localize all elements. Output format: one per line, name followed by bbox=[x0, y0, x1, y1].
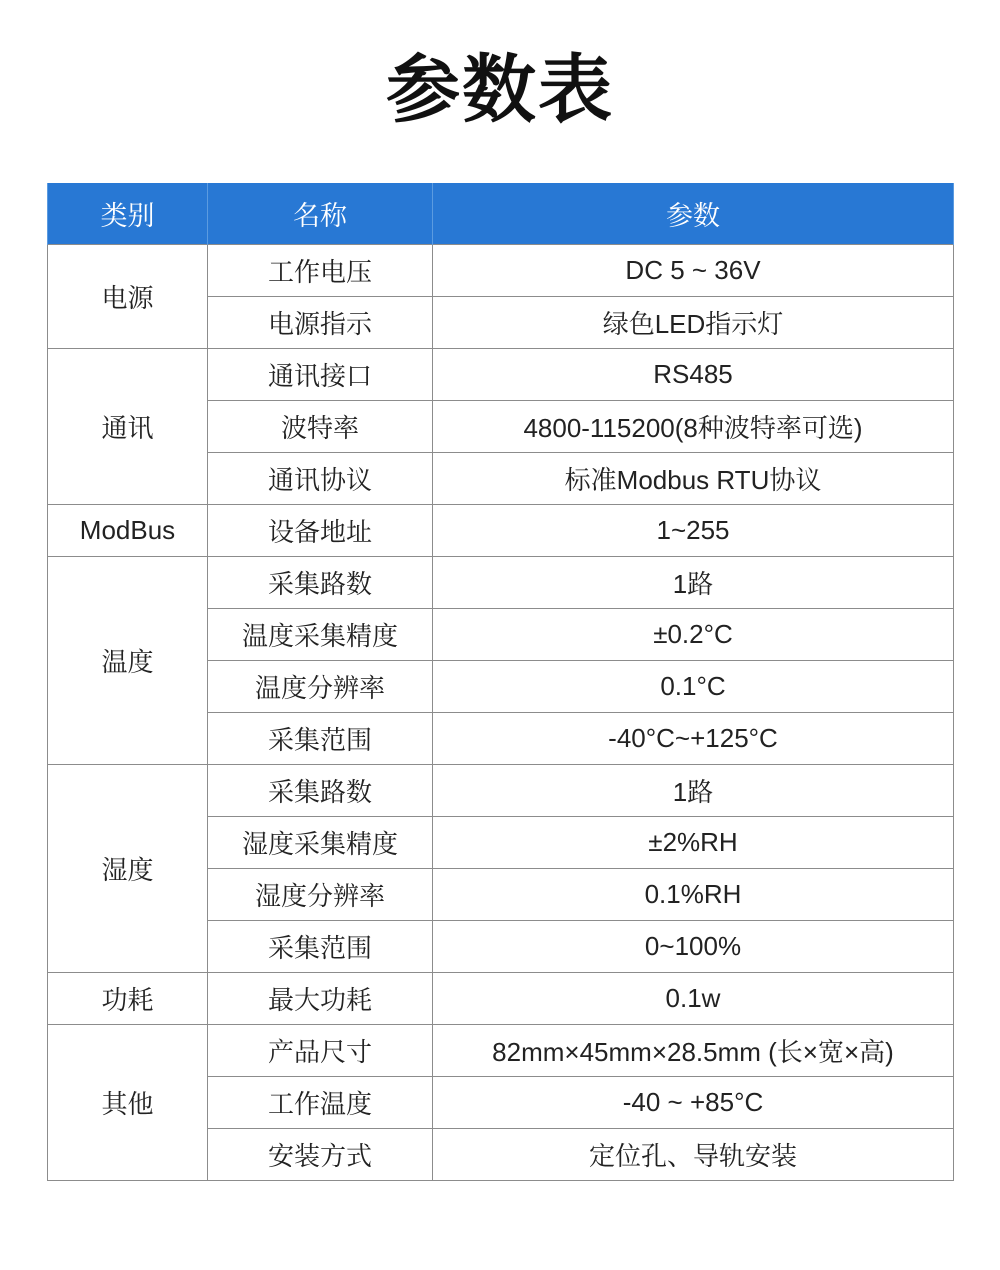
value-cell: RS485 bbox=[433, 349, 954, 401]
name-cell: 采集路数 bbox=[208, 557, 433, 609]
table-row bbox=[48, 1025, 954, 1077]
table-row bbox=[48, 765, 954, 817]
name-cell: 通讯协议 bbox=[208, 453, 433, 505]
name-cell: 采集范围 bbox=[208, 713, 433, 765]
category-cell: ModBus bbox=[48, 505, 208, 557]
value-cell: ±0.2°C bbox=[433, 609, 954, 661]
value-cell: 标准Modbus RTU协议 bbox=[433, 453, 954, 505]
name-cell: 采集路数 bbox=[208, 765, 433, 817]
name-cell: 最大功耗 bbox=[208, 973, 433, 1025]
name-cell: 设备地址 bbox=[208, 505, 433, 557]
category-cell: 其他 bbox=[48, 1025, 208, 1181]
name-cell: 波特率 bbox=[208, 401, 433, 453]
category-cell: 温度 bbox=[48, 557, 208, 765]
header-name: 名称 bbox=[208, 183, 433, 245]
value-cell: 0.1°C bbox=[433, 661, 954, 713]
name-cell: 通讯接口 bbox=[208, 349, 433, 401]
table-row bbox=[48, 349, 954, 401]
name-cell: 温度分辨率 bbox=[208, 661, 433, 713]
category-cell: 通讯 bbox=[48, 349, 208, 505]
name-cell: 采集范围 bbox=[208, 921, 433, 973]
value-cell: 0.1%RH bbox=[433, 869, 954, 921]
value-cell: ±2%RH bbox=[433, 817, 954, 869]
value-cell: -40 ~ +85°C bbox=[433, 1077, 954, 1129]
page-title: 参数表 bbox=[386, 48, 614, 131]
value-cell: 1路 bbox=[433, 765, 954, 817]
category-cell: 电源 bbox=[48, 245, 208, 349]
table-row bbox=[48, 973, 954, 1025]
table-header bbox=[48, 183, 954, 245]
value-cell: 4800-115200(8种波特率可选) bbox=[433, 401, 954, 453]
value-cell: 0.1w bbox=[433, 973, 954, 1025]
header-value: 参数 bbox=[433, 183, 954, 245]
value-cell: 82mm×45mm×28.5mm (长×宽×高) bbox=[433, 1025, 954, 1077]
table-row bbox=[48, 245, 954, 297]
value-cell: 0~100% bbox=[433, 921, 954, 973]
name-cell: 电源指示 bbox=[208, 297, 433, 349]
value-cell: 1~255 bbox=[433, 505, 954, 557]
category-cell: 功耗 bbox=[48, 973, 208, 1025]
table-row bbox=[48, 505, 954, 557]
table-row bbox=[48, 557, 954, 609]
name-cell: 产品尺寸 bbox=[208, 1025, 433, 1077]
name-cell: 工作电压 bbox=[208, 245, 433, 297]
value-cell: DC 5 ~ 36V bbox=[433, 245, 954, 297]
name-cell: 工作温度 bbox=[208, 1077, 433, 1129]
value-cell: -40°C~+125°C bbox=[433, 713, 954, 765]
value-cell: 定位孔、导轨安装 bbox=[433, 1129, 954, 1181]
header-category: 类别 bbox=[48, 183, 208, 245]
name-cell: 温度采集精度 bbox=[208, 609, 433, 661]
category-cell: 湿度 bbox=[48, 765, 208, 973]
name-cell: 安装方式 bbox=[208, 1129, 433, 1181]
name-cell: 湿度分辨率 bbox=[208, 869, 433, 921]
spec-table bbox=[47, 183, 954, 1181]
value-cell: 绿色LED指示灯 bbox=[433, 297, 954, 349]
name-cell: 湿度采集精度 bbox=[208, 817, 433, 869]
value-cell: 1路 bbox=[433, 557, 954, 609]
